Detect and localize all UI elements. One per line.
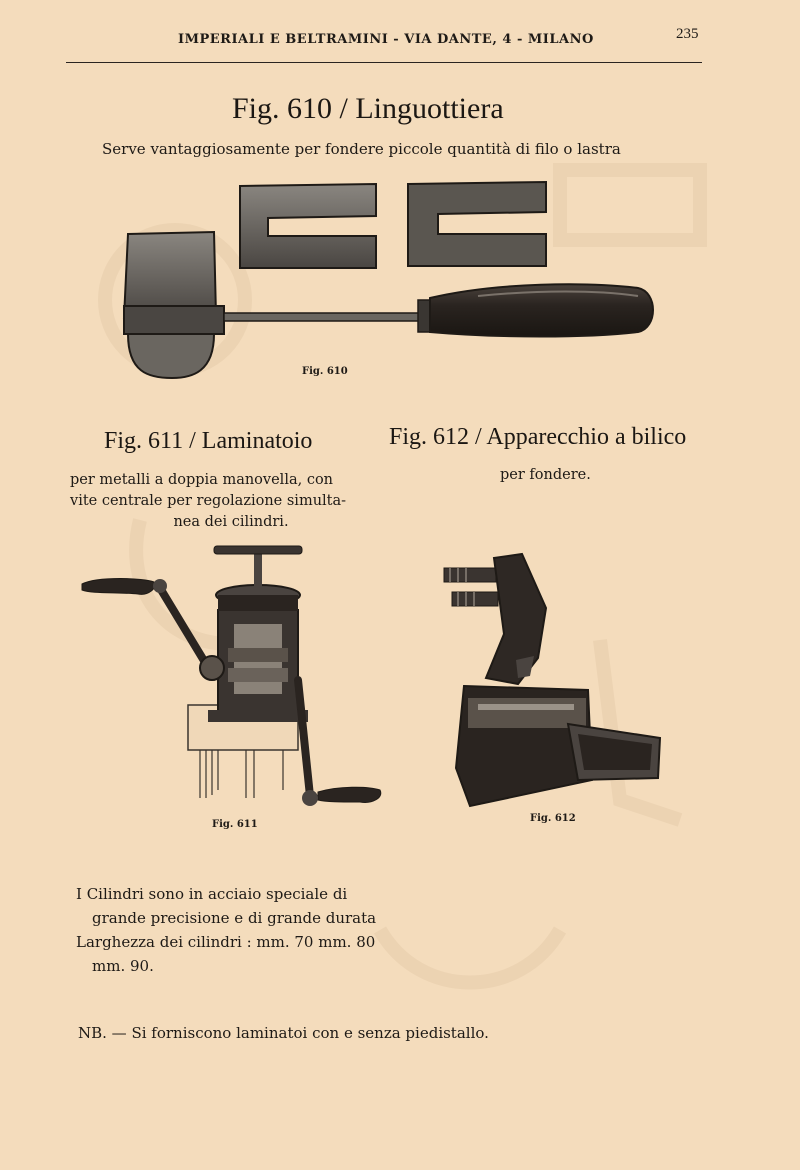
fig611-description-line: per metalli a doppia manovella, con — [70, 472, 334, 488]
spec-line: mm. 90. — [92, 957, 154, 975]
ingot-mould-illustration — [118, 176, 663, 386]
rolling-mill-illustration — [78, 540, 388, 815]
fig612-caption: Fig. 612 — [530, 813, 576, 824]
spec-line: grande precisione e di grande durata — [92, 909, 377, 927]
spec-line: I Cilindri sono in acciaio speciale di — [76, 885, 348, 903]
header-rule — [66, 62, 702, 63]
footnote: NB. — Si forniscono laminatoi con e senza piedistallo. — [78, 1024, 489, 1042]
fig611-description-line: nea dei cilindri. — [173, 514, 289, 530]
fig612-description: per fondere. — [500, 467, 591, 483]
tilting-furnace-illustration — [438, 548, 663, 813]
fig611-description-line: vite centrale per regolazione simulta- — [70, 493, 347, 509]
fig612-title: Fig. 612 / Apparecchio a bilico — [389, 424, 687, 450]
fig610-title: Fig. 610 / Linguottiera — [232, 92, 504, 125]
fig611-caption: Fig. 611 — [212, 819, 258, 830]
fig611-title: Fig. 611 / Laminatoio — [104, 428, 313, 454]
roller-specifications — [76, 882, 416, 978]
page-number: 235 — [676, 26, 699, 42]
fig611-description — [70, 470, 392, 533]
fig610-description: Serve vantaggiosamente per fondere piccole quantità di filo o lastra — [102, 140, 621, 158]
fig610-caption: Fig. 610 — [302, 366, 348, 377]
running-header: IMPERIALI E BELTRAMINI - VIA DANTE, 4 - MILANO — [178, 32, 594, 47]
spec-line: Larghezza dei cilindri : mm. 70 mm. 80 — [76, 933, 376, 951]
